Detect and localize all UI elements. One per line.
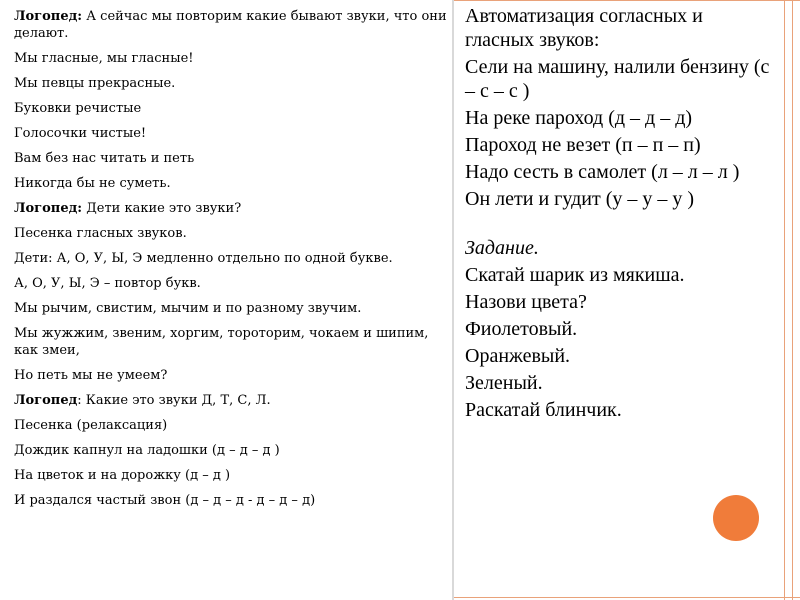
right-item: Надо сесть в самолет (л – л – л ) xyxy=(465,161,740,183)
frame-line-inner xyxy=(784,0,785,600)
left-line: Логопед: А сейчас мы повторим какие бывают звуки, что они делают. xyxy=(14,9,447,41)
task-item: Оранжевый. xyxy=(465,345,571,367)
task-item: Раскатай блинчик. xyxy=(465,399,622,421)
frame-top xyxy=(454,0,800,1)
task-label: Задание. xyxy=(465,237,539,259)
right-item: Пароход не везет (п – п – п) xyxy=(465,134,701,156)
left-line: Мы гласные, мы гласные! xyxy=(14,51,194,66)
left-line: Вам без нас читать и петь xyxy=(14,151,195,166)
speaker-label: Логопед xyxy=(14,393,78,408)
left-line: Дождик капнул на ладошки (д – д – д ) xyxy=(14,443,280,458)
left-text-column xyxy=(14,8,448,517)
left-line: Логопед: Какие это звуки Д, Т, С, Л. xyxy=(14,393,271,408)
left-line: Мы рычим, свистим, мычим и по разному звучим. xyxy=(14,301,362,316)
left-line: А, О, У, Ы, Э – повтор букв. xyxy=(14,276,201,291)
left-line: Мы певцы прекрасные. xyxy=(14,76,176,91)
left-line: Мы жужжим, звеним, хоргим, тороторим, чокаем и шипим, как змеи, xyxy=(14,326,429,358)
left-line: И раздался частый звон (д – д – д - д – д – д) xyxy=(14,493,316,508)
left-line: Буковки речистые xyxy=(14,101,142,116)
left-line: Песенка (релаксация) xyxy=(14,418,168,433)
left-line: Логопед: Дети какие это звуки? xyxy=(14,201,242,216)
left-line: Песенка гласных звуков. xyxy=(14,226,187,241)
task-item: Фиолетовый. xyxy=(465,318,578,340)
frame-bottom xyxy=(454,597,800,598)
speaker-label: Логопед: xyxy=(14,9,83,24)
frame-line-outer xyxy=(792,0,793,600)
task-item: Скатай шарик из мякиша. xyxy=(465,264,685,286)
spacer xyxy=(465,214,775,236)
right-item: На реке пароход (д – д – д) xyxy=(465,107,693,129)
right-text-column xyxy=(465,4,775,425)
left-line: Но петь мы не умеем? xyxy=(14,368,168,383)
left-line: На цветок и на дорожку (д – д ) xyxy=(14,468,231,483)
task-item: Зеленый. xyxy=(465,372,543,394)
panel-divider xyxy=(452,0,454,600)
left-line: Никогда бы не суметь. xyxy=(14,176,171,191)
speaker-label: Логопед: xyxy=(14,201,83,216)
decorative-circle xyxy=(713,495,759,541)
right-item: Сели на машину, налили бензину (с – с – с ) xyxy=(465,56,770,102)
right-title: Автоматизация согласных и гласных звуков: xyxy=(465,5,703,51)
task-item: Назови цвета? xyxy=(465,291,587,313)
left-line: Дети: А, О, У, Ы, Э медленно отдельно по одной букве. xyxy=(14,251,393,266)
right-item: Он лети и гудит (у – у – у ) xyxy=(465,188,695,210)
left-line: Голосочки чистые! xyxy=(14,126,147,141)
